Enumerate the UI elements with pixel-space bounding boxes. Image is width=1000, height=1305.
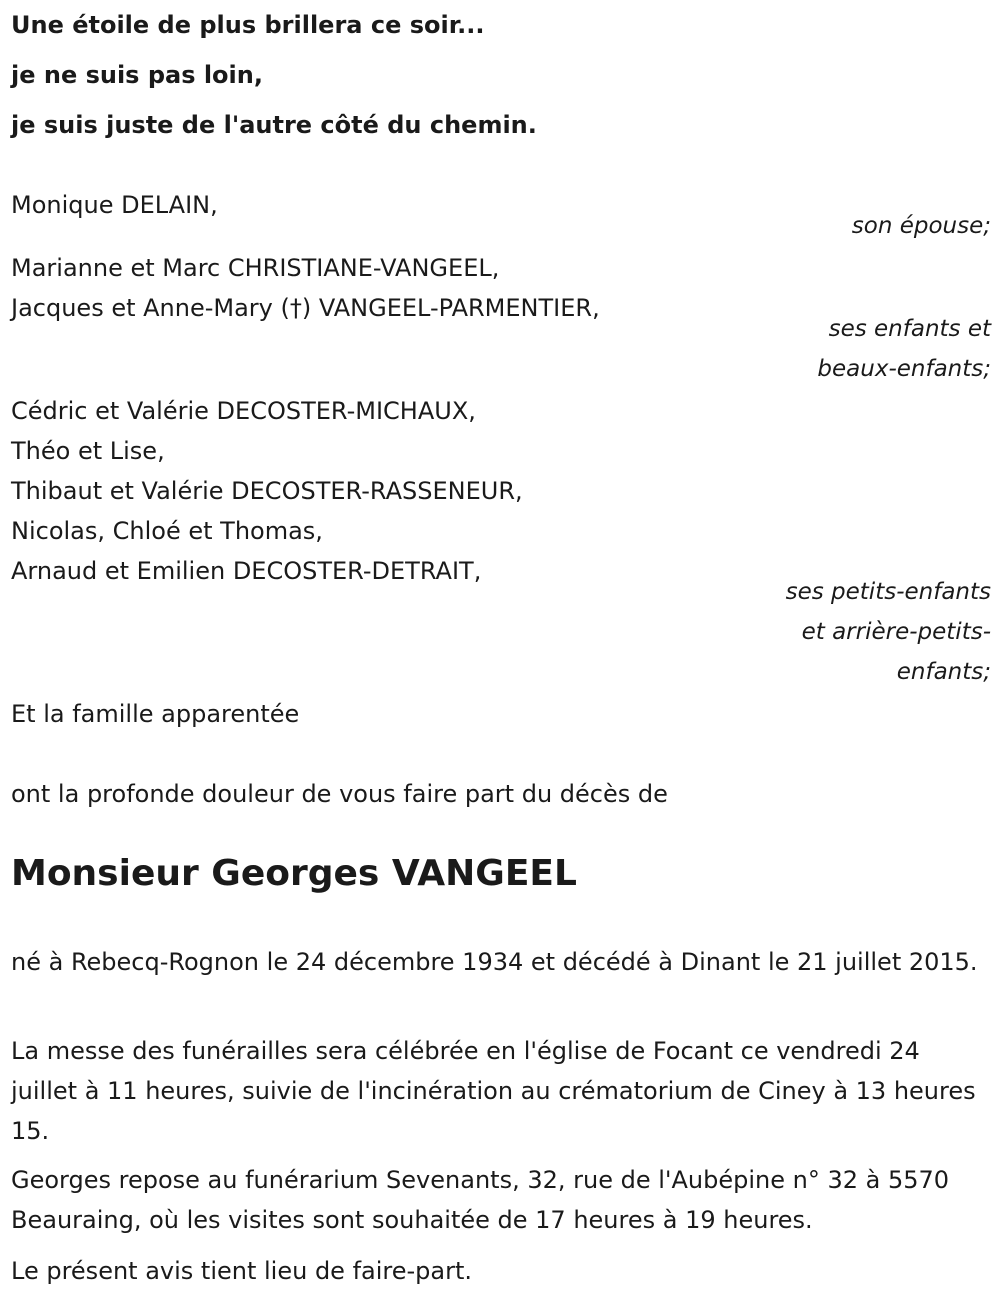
deceased-name: Monsieur Georges VANGEEL: [11, 853, 577, 894]
relatives-line: Et la famille apparentée: [11, 700, 300, 728]
grandchildren-role-line-3: enfants;: [896, 659, 991, 685]
grandchild-line-3: Thibaut et Valérie DECOSTER-RASSENEUR,: [11, 477, 523, 505]
child-line-1: Marianne et Marc CHRISTIANE-VANGEEL,: [11, 254, 500, 282]
grandchild-line-5: Arnaud et Emilien DECOSTER-DETRAIT,: [11, 557, 482, 585]
poem-line-2: je ne suis pas loin,: [11, 61, 263, 89]
closing-paragraph: Le présent avis tient lieu de faire-part.: [11, 1257, 473, 1285]
children-role-line-1: ses enfants et: [828, 316, 991, 342]
child-line-2: Jacques et Anne-Mary (†) VANGEEL-PARMENTIER,: [11, 294, 600, 322]
spouse-role: son épouse;: [851, 213, 991, 239]
poem-line-1: Une étoile de plus brillera ce soir...: [11, 11, 485, 39]
children-role-line-2: beaux-enfants;: [817, 356, 991, 382]
grandchildren-role-line-1: ses petits-enfants: [785, 579, 991, 605]
poem-line-3: je suis juste de l'autre côté du chemin.: [11, 111, 537, 139]
funerarium-paragraph: Georges repose au funérarium Sevenants, 32, rue de l'Aubépine n° 32 à 5570 Beauraing, où les visites sont souhaitée de 17 heures à 19 heures.: [11, 1166, 950, 1234]
grandchild-line-4: Nicolas, Chloé et Thomas,: [11, 517, 323, 545]
birth-death-paragraph: né à Rebecq-Rognon le 24 décembre 1934 et décédé à Dinant le 21 juillet 2015.: [11, 948, 978, 976]
grandchildren-role-line-2: et arrière-petits-: [801, 619, 991, 645]
spouse-name: Monique DELAIN,: [11, 191, 218, 219]
funeral-mass-paragraph: La messe des funérailles sera célébrée en l'église de Focant ce vendredi 24 juillet à 11 heures, suivie de l'incinération au crématorium de Ciney à 13 heures 15.: [11, 1037, 976, 1145]
grandchild-line-1: Cédric et Valérie DECOSTER-MICHAUX,: [11, 397, 476, 425]
grandchild-line-2: Théo et Lise,: [11, 437, 165, 465]
announcement-line: ont la profonde douleur de vous faire part du décès de: [11, 780, 668, 808]
